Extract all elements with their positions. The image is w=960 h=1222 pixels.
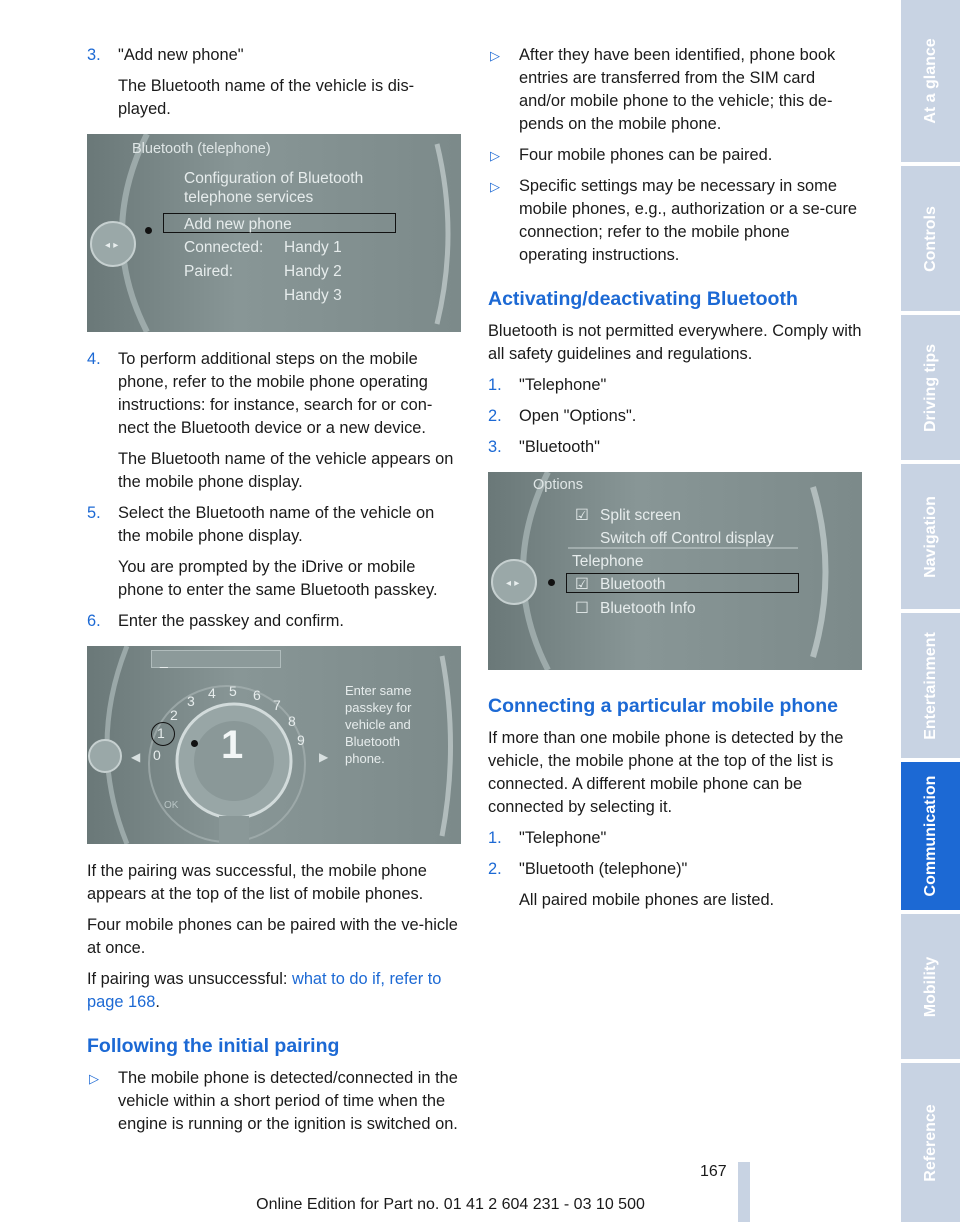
instruction-line: phone. (345, 751, 385, 766)
pointer-dot (548, 579, 555, 586)
step-3 (87, 44, 461, 121)
step-number: 2. (488, 407, 502, 425)
bullet-arrow-icon: ▷ (490, 179, 500, 194)
step-text: Select the Bluetooth name of the vehicle on the mobile phone display. (118, 504, 435, 545)
step-number: 3. (87, 46, 101, 64)
digit-5: 5 (229, 683, 237, 699)
checkbox-checked-icon: ☑ (575, 576, 589, 593)
svg-text:◂ ▸: ◂ ▸ (105, 240, 119, 251)
instruction-line: vehicle and (345, 717, 411, 732)
bullet-item (488, 44, 862, 136)
option-switch-off-display: Switch off Control display (600, 530, 774, 547)
paragraph-text: If pairing was unsuccessful: (87, 970, 292, 988)
step-subtext: You are prompted by the iDrive or mobile phone to enter the same Bluetooth passkey. (118, 558, 438, 599)
option-split-screen: Split screen (600, 507, 681, 524)
selected-digit-ring (151, 722, 175, 746)
tab-controls[interactable] (901, 166, 960, 311)
step-1 (488, 374, 862, 397)
step-subtext: The Bluetooth name of the vehicle appears on the mobile phone display. (118, 450, 454, 491)
tab-label: At a glance (921, 38, 939, 124)
step-3 (488, 436, 862, 459)
step-text: "Telephone" (519, 376, 607, 394)
bullet-text: Specific settings may be necessary in some mobile phones, e.g., authorization or a se-cure connection; refer to the mobile phone operating instructions. (519, 177, 858, 264)
heading-connecting-particular-phone: Connecting a particular mobile phone (488, 695, 838, 717)
ok-label: OK (164, 800, 179, 811)
passkey-input-field (151, 650, 281, 668)
bullet-text: The mobile phone is detected/connected in the vehicle within a short period of time when the engine is running or the ignition is switched on. (118, 1069, 458, 1133)
screen-title-line-1: Configuration of Bluetooth (184, 170, 364, 187)
digit-4: 4 (208, 685, 216, 701)
bullet-item (87, 1067, 461, 1136)
checkbox-checked-icon: ☑ (575, 507, 589, 524)
link-page-168[interactable]: what to do if, refer to page 168 (87, 970, 442, 1011)
screenshot-passkey (87, 646, 461, 844)
instruction-line: Bluetooth (345, 734, 400, 749)
bullet-text: After they have been identified, phone book entries are transferred from the SIM card and/or mobile phone to the vehicle; this de-pends on the mobile phone. (519, 46, 836, 133)
paragraph-more-than-one-phone: If more than one mobile phone is detected by the vehicle, the mobile phone at the top of the list is connected. A different mobile phone can be connected by selecting it. (488, 729, 844, 816)
paragraph-four-phones: Four mobile phones can be paired with the ve-hicle at once. (87, 916, 458, 957)
digit-6: 6 (253, 687, 261, 703)
step-text: "Add new phone" (118, 46, 244, 64)
tab-mobility[interactable] (901, 914, 960, 1059)
step-number: 6. (87, 612, 101, 630)
paragraph-pairing-unsuccessful (87, 968, 461, 1014)
step-6 (87, 610, 461, 633)
step-number: 3. (488, 438, 502, 456)
menu-item-add-new-phone: Add new phone (184, 216, 292, 233)
pointer-dot (191, 740, 198, 747)
tab-at-a-glance[interactable] (901, 0, 960, 162)
step-subtext: All paired mobile phones are listed. (519, 891, 775, 909)
screen-title-line-2: telephone services (184, 189, 314, 206)
bullet-item (488, 144, 862, 167)
options-menu-graphic (488, 472, 862, 670)
left-column (87, 44, 461, 1144)
checkbox-unchecked-icon: ☐ (575, 600, 589, 617)
pointer-dot (145, 227, 152, 234)
svg-text:◀: ◀ (131, 750, 141, 764)
paragraph-pairing-success: If the pairing was successful, the mobile phone appears at the top of the list of mobile phones. (87, 862, 427, 903)
step-number: 1. (488, 376, 502, 394)
option-bluetooth: Bluetooth (600, 576, 666, 593)
tab-communication[interactable] (901, 762, 960, 910)
step-number: 2. (488, 860, 502, 878)
heading-following-initial-pairing: Following the initial pairing (87, 1035, 340, 1057)
svg-text:▶: ▶ (319, 750, 329, 764)
instruction-line: passkey for (345, 700, 412, 715)
svg-text:◂ ▸: ◂ ▸ (506, 578, 520, 589)
tab-entertainment[interactable] (901, 613, 960, 758)
step-number: 4. (87, 350, 101, 368)
digit-9: 9 (297, 732, 305, 748)
bullet-arrow-icon: ▷ (490, 48, 500, 63)
tab-label: Navigation (921, 495, 939, 578)
tab-navigation[interactable] (901, 464, 960, 609)
tab-label: Mobility (921, 956, 939, 1017)
step-number: 5. (87, 504, 101, 522)
tab-label: Communication (921, 775, 939, 897)
selected-digit-large: 1 (221, 723, 244, 767)
tab-reference[interactable] (901, 1063, 960, 1222)
section-telephone: Telephone (572, 553, 644, 570)
step-text: "Bluetooth" (519, 438, 600, 456)
digit-0: 0 (153, 747, 161, 763)
digit-8: 8 (288, 713, 296, 729)
bullet-arrow-icon: ▷ (490, 148, 500, 163)
option-bluetooth-info: Bluetooth Info (600, 600, 696, 617)
footer-edition: Online Edition for Part no. 01 41 2 604 231 - 03 10 500 (256, 1196, 645, 1213)
bullet-arrow-icon: ▷ (89, 1071, 99, 1086)
tab-label: Driving tips (921, 343, 939, 432)
tab-label: Reference (921, 1103, 939, 1182)
paired-value: Handy 2 (284, 263, 342, 280)
paired-label: Paired: (184, 263, 234, 280)
chapter-tabs (901, 0, 960, 1222)
paragraph-end: . (155, 993, 160, 1011)
step-2 (488, 405, 862, 428)
digit-1: 1 (157, 725, 165, 741)
step-5 (87, 502, 461, 602)
screen-header: Options (533, 477, 583, 493)
paired-value-2: Handy 3 (284, 287, 342, 304)
digit-7: 7 (273, 697, 281, 713)
bullet-item (488, 175, 862, 267)
step-2 (488, 858, 862, 912)
screenshot-options (488, 472, 862, 670)
connected-label: Connected: (184, 239, 264, 256)
screen-header: Bluetooth (telephone) (132, 141, 271, 157)
step-4 (87, 348, 461, 494)
passkey-cursor: _ (160, 652, 168, 668)
right-column (488, 44, 862, 920)
step-text: Enter the passkey and confirm. (118, 612, 344, 630)
paragraph-bluetooth-permitted: Bluetooth is not permitted everywhere. Comply with all safety guidelines and regulations. (488, 322, 862, 363)
step-text: Open "Options". (519, 407, 637, 425)
step-subtext: The Bluetooth name of the vehicle is dis-played. (118, 77, 415, 118)
step-text: "Telephone" (519, 829, 607, 847)
digit-2: 2 (170, 707, 178, 723)
step-text: To perform additional steps on the mobile phone, refer to the mobile phone operating instructions: for instance, search for or con-nect the Bluetooth device or a new device. (118, 350, 433, 437)
heading-activating-bluetooth: Activating/deactivating Bluetooth (488, 288, 798, 310)
tab-driving-tips[interactable] (901, 315, 960, 460)
passkey-instructions (345, 682, 411, 767)
screenshot-bluetooth-telephone (87, 134, 461, 332)
step-number: 1. (488, 829, 502, 847)
instruction-line: Enter same (345, 683, 412, 698)
bullet-text: Four mobile phones can be paired. (519, 146, 773, 164)
step-1 (488, 827, 862, 850)
digit-3: 3 (187, 693, 195, 709)
tab-label: Controls (921, 205, 939, 272)
tab-label: Entertainment (921, 631, 939, 740)
step-text: "Bluetooth (telephone)" (519, 860, 688, 878)
connected-value: Handy 1 (284, 239, 342, 256)
page-number: 167 (700, 1163, 727, 1180)
